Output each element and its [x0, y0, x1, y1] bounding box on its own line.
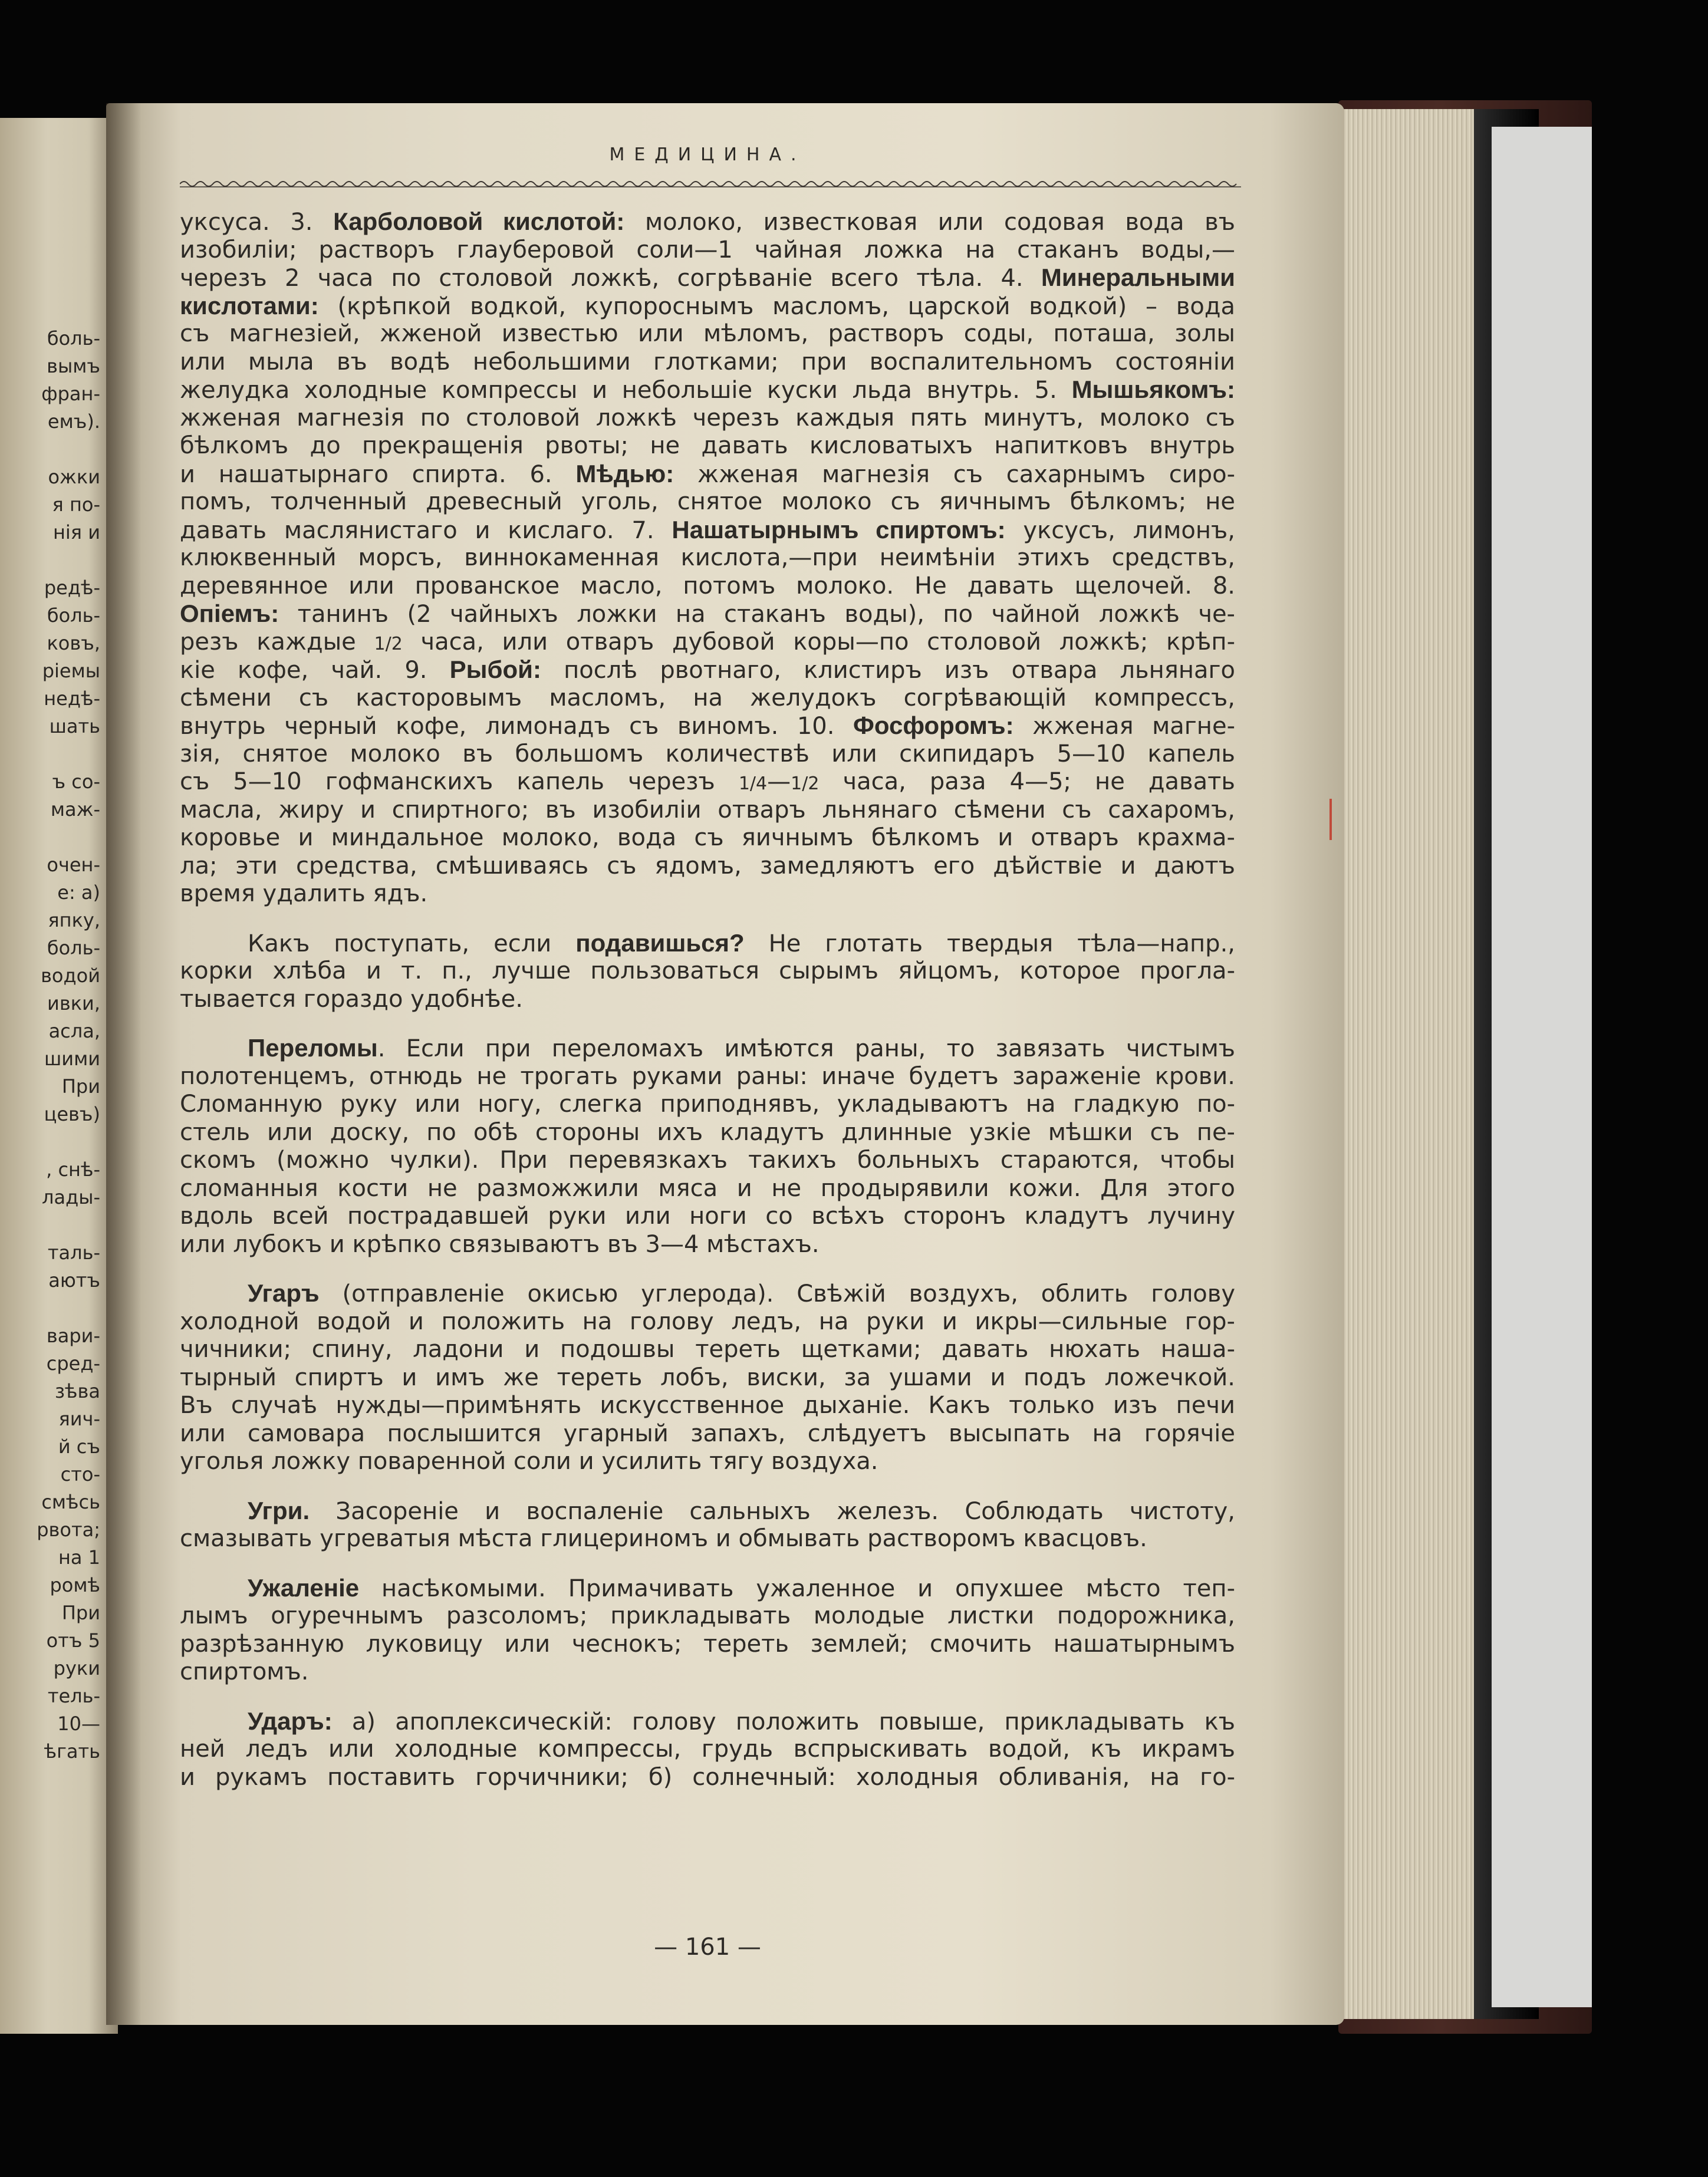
text-line [180, 766, 1235, 797]
text-line [180, 1629, 1235, 1659]
bold-term: Фосфоромъ: [853, 712, 1014, 739]
text-run: помъ, толченный древесный уголь, снятое молоко съ яичнымъ бѣлкомъ; не [180, 488, 1235, 515]
text-line [180, 1656, 1235, 1687]
bold-term: Минеральными [1041, 264, 1235, 291]
text-line [180, 1523, 1235, 1554]
text-line [180, 1706, 1235, 1737]
text-run: разрѣзанную луковицу или чеснокъ; тереть землей; смочить нашатырнымъ [180, 1630, 1235, 1658]
page-number: — 161 — [654, 1934, 761, 1961]
left-page-fragment: боль- [47, 604, 100, 627]
text-line [180, 1278, 1235, 1309]
text-line [180, 206, 1235, 237]
text-run: насѣкомыми. Примачивать ужаленное и опухшее мѣсто теп- [359, 1575, 1235, 1602]
fraction: 1/4 [738, 773, 768, 794]
text-run: или лубокъ и крѣпко связываютъ въ 3—4 мѣстахъ. [180, 1230, 820, 1258]
text-run: . Если при переломахъ имѣются раны, то завязать чистымъ [377, 1035, 1235, 1062]
left-page-fragment: таль- [47, 1241, 100, 1264]
text-run: спиртомъ. [180, 1658, 309, 1685]
gutter-shadow [106, 103, 141, 2025]
left-page-fragment: маж- [50, 798, 100, 821]
text-run: Какъ поступать, если [248, 930, 576, 957]
left-page-fragment: шать [49, 715, 100, 737]
left-page-fragment: сто- [60, 1463, 100, 1486]
text-line [180, 430, 1235, 461]
text-run: часа, раза 4—5; не давать [819, 768, 1235, 795]
bold-term: Мышьякомъ: [1071, 376, 1235, 403]
text-run: и нашатырнаго спирта. 6. [180, 460, 576, 488]
left-page-fragment: , снѣ- [46, 1158, 100, 1181]
left-page-fragment: отъ 5 [46, 1629, 100, 1652]
text-line [180, 795, 1235, 825]
text-run: тырный спиртъ и имъ же тереть лобъ, виски, за ушами и подъ ложечкой. [180, 1363, 1235, 1391]
text-line [180, 347, 1235, 377]
left-page-fragment: смѣсь [41, 1491, 100, 1513]
text-line [180, 627, 1235, 657]
left-page-fragment: редѣ- [44, 577, 100, 599]
text-line [180, 374, 1235, 405]
decorative-header-rule [180, 177, 1241, 190]
text-run: и рукамъ поставить горчичники; б) солнечный: холодныя обливанія, на го- [180, 1763, 1235, 1791]
left-page-fragment: тель- [47, 1685, 100, 1707]
left-page-fragment: При [61, 1075, 100, 1098]
text-run: (отправленіе окисью углерода). Свѣжій воздухъ, облить голову [319, 1280, 1235, 1307]
text-run: или самовара послышится угарный запахъ, слѣдуетъ высыпать на горячіе [180, 1420, 1235, 1447]
text-run: коровье и миндальное молоко, вода съ яичнымъ бѣлкомъ и отваръ крахма- [180, 824, 1235, 851]
left-page-fragment: цевъ) [44, 1103, 100, 1125]
bold-term: Ужаленіе [248, 1573, 360, 1602]
text-run: внутрь черный кофе, лимонадъ съ виномъ. 10. [180, 713, 854, 740]
text-run: а) апоплексическій: голову положить повыше, прикладывать къ [332, 1708, 1235, 1735]
text-line [180, 1734, 1235, 1764]
text-run: ней ледъ или холодные компрессы, грудь вспрыскивать водой, къ икрамъ [180, 1735, 1235, 1763]
red-marker-line [1329, 799, 1332, 840]
text-line [180, 956, 1235, 986]
left-page-fragment: боль- [47, 937, 100, 959]
text-run: желудка холодные компрессы и небольшіе куски льда внутрь. 5. [180, 377, 1072, 404]
text-line [180, 262, 1235, 293]
text-run: время удалить ядъ. [180, 880, 428, 907]
text-run: изобиліи; растворъ глауберовой соли—1 чайная ложка на стаканъ воды,— [180, 236, 1235, 264]
text-line [180, 1229, 1235, 1260]
left-page-fragment: шими [44, 1048, 100, 1070]
bold-term: Переломы [248, 1034, 378, 1062]
text-line [180, 1573, 1235, 1603]
text-line [180, 739, 1235, 769]
bold-term: подавишься? [575, 928, 745, 957]
text-run: уксусъ, лимонъ, [1005, 516, 1235, 544]
left-page-fragment: руки [53, 1657, 100, 1679]
left-page-fragment: е: а) [57, 881, 100, 904]
text-run: тывается гораздо удобнѣе. [180, 985, 523, 1013]
text-run: съ 5—10 гофманскихъ капель черезъ [180, 768, 739, 795]
text-run: вдоль всей пострадавшей руки или ноги со всѣхъ сторонъ кладутъ лучину [180, 1203, 1235, 1230]
text-run: бѣлкомъ до прекращенія рвоты; не давать кисловатыхъ напитковъ внутрь [180, 432, 1235, 459]
left-page-fragment: При [61, 1602, 100, 1624]
text-run: деревянное или прованское масло, потомъ молоко. Не давать щелочей. 8. [180, 572, 1235, 600]
text-run: Не глотать твердыя тѣла—напр., [744, 930, 1235, 957]
bold-term: Ударъ: [248, 1707, 333, 1735]
left-page-fragment: емъ). [47, 410, 100, 433]
text-run: резъ каждые [180, 628, 374, 656]
text-run: стель или доску, по обѣ стороны ихъ кладутъ длинные узкіе мѣшки съ пе- [180, 1118, 1235, 1146]
background-card [1492, 127, 1592, 2007]
text-run: кіе кофе, чай. 9. [180, 657, 450, 684]
left-page-fragment: япку, [48, 909, 100, 931]
text-run: черезъ 2 часа по столовой ложкѣ, согрѣваніе всего тѣла. 4. [180, 265, 1041, 292]
left-page-fragment: водой [41, 964, 100, 987]
text-line [180, 1145, 1235, 1175]
text-run: Засореніе и воспаленіе сальныхъ железъ. Соблюдать чистоту, [310, 1497, 1235, 1525]
left-page-fragment: вари- [46, 1325, 100, 1347]
text-line [180, 1306, 1235, 1337]
text-run: (крѣпкой водкой, купороснымъ масломъ, царской водкой) – вода [318, 292, 1235, 320]
text-run: корки хлѣба и т. п., лучше пользоваться сырымъ яйцомъ, которое прогла- [180, 957, 1235, 984]
text-run: жженая магнезія съ сахарнымъ сиро- [674, 460, 1236, 488]
text-line [180, 291, 1235, 321]
text-line [180, 654, 1235, 685]
left-page-fragment: яич- [58, 1408, 100, 1430]
text-run: часа, или отваръ дубовой коры—по столовой ложкѣ; крѣп- [402, 628, 1236, 656]
text-line [180, 318, 1235, 349]
text-line [180, 851, 1235, 881]
text-line [180, 1033, 1235, 1063]
text-run: Въ случаѣ нужды—примѣнять искусственное дыханіе. Какъ только изъ печи [180, 1392, 1235, 1419]
text-line [180, 1390, 1235, 1421]
text-line [180, 822, 1235, 853]
text-line [180, 1061, 1235, 1092]
text-run: клюквенный морсъ, виннокаменная кислота,—при неимѣніи этихъ средствъ, [180, 544, 1235, 571]
text-run: жженая магнезія по столовой ложкѣ черезъ каждыя пять минутъ, молоко съ [180, 404, 1235, 432]
text-run: уксуса. 3. [180, 209, 334, 236]
text-run: чичники; спину, ладони и подошвы тереть щетками; давать нюхать наша- [180, 1336, 1235, 1363]
bold-term: Угри. [248, 1496, 310, 1524]
running-head: МЕДИЦИНА. [609, 144, 806, 165]
bold-term: Мѣдью: [575, 459, 674, 488]
bold-term: Карболовой кислотой: [333, 208, 625, 235]
text-line [180, 1496, 1235, 1526]
left-page-fragment: ивки, [47, 992, 100, 1015]
text-run: — [767, 768, 791, 795]
left-page-fragment: асла, [48, 1020, 100, 1042]
text-line [180, 1600, 1235, 1631]
left-page-fragment: ковъ, [47, 632, 100, 654]
page-edges [1327, 109, 1480, 2019]
left-page-fragment: аютъ [48, 1269, 100, 1292]
left-page-fragment: недѣ- [44, 687, 100, 710]
text-line [180, 515, 1235, 545]
text-run: послѣ рвотнаго, клистиръ изъ отвара льнянаго [541, 657, 1235, 684]
left-page-fragment: нія и [52, 521, 100, 544]
text-line [180, 1117, 1235, 1148]
text-run: сѣмени съ касторовымъ масломъ, на желудокъ согрѣвающій компрессъ, [180, 684, 1235, 712]
bold-term: Опіемъ: [180, 600, 279, 627]
text-line [180, 403, 1235, 433]
left-page-fragment: очен- [47, 854, 100, 876]
left-page-fragment: ромѣ [50, 1574, 100, 1596]
left-page-fragment: ріемы [42, 660, 100, 682]
text-run: сломанныя кости не разможжили мяса и не продырявили кожи. Для этого [180, 1174, 1235, 1202]
text-line [180, 1362, 1235, 1393]
left-page-fragment: фран- [41, 383, 100, 405]
text-line [180, 571, 1235, 601]
text-run: масла, жиру и спиртного; въ изобиліи отваръ льнянаго сѣмени съ сахаромъ, [180, 796, 1235, 824]
left-page-fragment: й съ [58, 1435, 100, 1458]
text-run: скомъ (можно чулки). При перевязкахъ такихъ больныхъ стараются, чтобы [180, 1147, 1235, 1174]
fraction: 1/2 [791, 773, 820, 794]
text-run: зія, снятое молоко въ большомъ количествѣ или скипидаръ 5—10 капель [180, 740, 1235, 768]
text-run: полотенцемъ, отнюдь не трогать руками раны: иначе будетъ зараженіе крови. [180, 1062, 1235, 1090]
bold-term: кислотами: [180, 291, 319, 320]
text-run: холодной водой и положить на голову ледъ, на руки и икры—сильные гор- [180, 1307, 1235, 1335]
text-line [180, 710, 1235, 741]
text-line [180, 1762, 1235, 1793]
text-line [180, 878, 1235, 909]
left-page [0, 118, 118, 2034]
text-run: смазывать угреватыя мѣста глицериномъ и обмывать растворомъ квасцовъ. [180, 1525, 1147, 1552]
left-page-fragment: рвота; [37, 1519, 100, 1541]
left-page-fragment: я по- [52, 493, 100, 516]
left-page-fragment: вымъ [47, 355, 100, 377]
bold-term: Нашатырнымъ спиртомъ: [672, 515, 1006, 544]
text-line [180, 235, 1235, 265]
text-run: танинъ (2 чайныхъ ложки на стаканъ воды), по чайной ложкѣ че- [279, 601, 1235, 628]
text-line [180, 1089, 1235, 1119]
text-line [180, 683, 1235, 713]
left-page-fragment: ѣгать [44, 1740, 100, 1763]
text-line [180, 486, 1235, 517]
text-run: съ магнезіей, жженой известью или мѣломъ, растворъ соды, поташа, золы [180, 320, 1235, 347]
left-page-fragment: лады- [42, 1186, 100, 1208]
text-run: ла; эти средства, смѣшиваясь съ ядомъ, замедляютъ его дѣйствіе и даютъ [180, 852, 1235, 880]
left-page-fragment: зѣва [55, 1380, 100, 1402]
text-line [180, 1446, 1235, 1477]
text-line [180, 1173, 1235, 1204]
text-line [180, 1201, 1235, 1231]
left-page-fragment: боль- [47, 327, 100, 350]
text-line [180, 1418, 1235, 1449]
text-run: Сломанную руку или ногу, слегка приподнявъ, укладываютъ на гладкую по- [180, 1091, 1235, 1118]
text-line [180, 928, 1235, 959]
left-page-fragment: на 1 [58, 1546, 100, 1569]
bold-term: Рыбой: [449, 656, 541, 683]
text-run: давать маслянистаго и кислаго. 7. [180, 516, 672, 544]
left-page-fragment: 10— [57, 1712, 100, 1735]
text-run: уголья ложку поваренной соли и усилить тягу воздуха. [180, 1448, 878, 1475]
left-page-fragment: ожки [48, 466, 100, 488]
left-page-fragment: сред- [46, 1352, 100, 1375]
text-run: жженая магне- [1013, 713, 1236, 740]
text-line [180, 1334, 1235, 1365]
text-run: или мыла въ водѣ небольшими глотками; при воспалительномъ состояніи [180, 348, 1235, 376]
text-line [180, 459, 1235, 489]
text-run: лымъ огуречнымъ разсоломъ; прикладывать молодые листки подорожника, [180, 1602, 1235, 1629]
text-run: молоко, известковая или содовая вода въ [624, 209, 1235, 236]
text-line [180, 542, 1235, 573]
text-line [180, 984, 1235, 1015]
fraction: 1/2 [374, 633, 403, 654]
text-line [180, 598, 1235, 629]
bold-term: Угаръ [248, 1279, 320, 1307]
left-page-fragment: ъ со- [52, 770, 100, 793]
